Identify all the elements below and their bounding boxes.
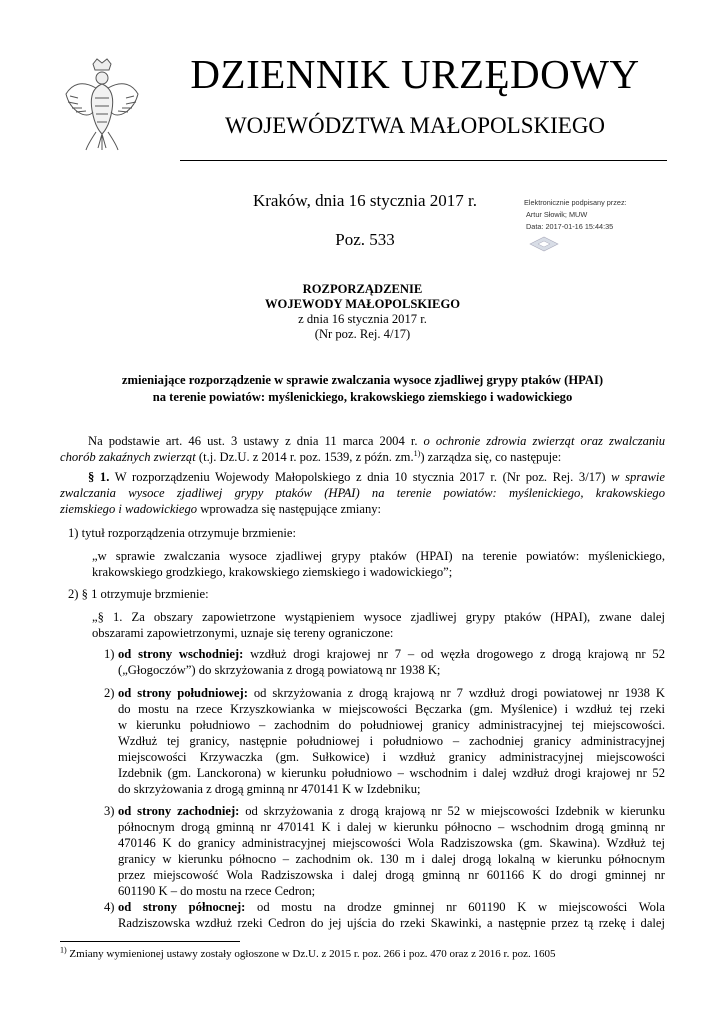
item-3-line-1: od strony zachodniej: od skrzyżowania z drogą krajową nr 52 w miejscowości Izdebnik w kierunku <box>118 804 665 818</box>
item-3-line-4: granicy w kierunku północno – zachodnim ok. 130 m i dalej drogą lokalną w kierunku północnym <box>118 852 665 866</box>
item-3-line-5: przez miejscowość Wola Radziszowska i dalej drogą gminną nr 601166 K do drogi gminnej nr <box>118 868 665 882</box>
signature-line-1: Elektronicznie podpisany przez: <box>524 198 627 207</box>
item-4-line-2: Radziszowska wzdłuż rzeki Cedron do jej ujścia do rzeki Skawinki, a następnie przez tą rzekę i dalej <box>118 916 665 930</box>
journal-subtitle: WOJEWÓDZTWA MAŁOPOLSKIEGO <box>224 113 606 138</box>
change-2: 2) § 1 otrzymuje brzmienie: <box>68 587 209 601</box>
footnote: $^{1)}$ Zmiany wymienionej ustawy zostały ogłoszone w Dz.U. z 2015 r. poz. 266 i poz. 470 oraz z 2016 r. poz. 1605 <box>60 945 556 960</box>
change-2-quote-line-2: obszarami zapowietrzonymi, uznaje się tereny ograniczone: <box>92 626 394 640</box>
item-2-line-2: do mostu na rzece Krzyszkowianka w miejscowości Bęczarka (gm. Myślenice) i wzdłuż tej rzeki <box>118 702 665 716</box>
act-date: z dnia 16 stycznia 2017 r. <box>298 312 427 326</box>
item-2-line-5: miejscowości Krzywaczka (gm. Sułkowice) i wzdłuż granicy administracyjnej miejscowości <box>118 750 665 764</box>
item-3-number: 3) <box>104 804 115 818</box>
act-register: (Nr poz. Rej. 4/17) <box>314 327 411 341</box>
item-1-line-2: („Głogoczów”) do skrzyżowania z drogą powiatową nr 1938 K; <box>118 663 441 677</box>
item-2-line-1: od strony południowej: od skrzyżowania z drogą krajową nr 7 wzdłuż drogi powiatowej nr 1938 K <box>118 686 665 700</box>
item-1-line-1: od strony wschodniej: wzdłuż drogi krajowej nr 7 – od węzła drogowego z drogą krajową nr 52 <box>118 647 665 661</box>
change-1: 1) tytuł rozporządzenia otrzymuje brzmienie: <box>68 526 296 540</box>
journal-title: DZIENNIK URZĘDOWY <box>190 51 640 97</box>
electronic-signature <box>526 197 627 233</box>
change-2-quote-line-1: „§ 1. Za obszary zapowietrzone wystąpieniem wysoce zjadliwej grypy ptaków (HPAI), zwane dalej <box>92 610 665 624</box>
item-2-line-3: w kierunku południowo – zachodnim do południowej granicy administracyjnej tej miejscowości. <box>118 718 665 732</box>
act-subject-line-2: na terenie powiatów: myślenickiego, krakowskiego ziemskiego i wadowickiego <box>152 390 573 404</box>
act-subject-line-1: zmieniające rozporządzenie w sprawie zwalczania wysoce zjadliwej grypy ptaków (HPAI) <box>121 373 604 387</box>
item-3-line-2: północnym drogą gminną nr 470141 K i dalej w kierunku północno – wschodnim drogą gminną nr <box>118 820 665 834</box>
signature-line-3: Data: 2017-01-16 15:44:35 <box>526 222 614 231</box>
act-authority: WOJEWODY MAŁOPOLSKIEGO <box>264 297 461 311</box>
item-2-line-7: do skrzyżowania z drogą gminną nr 470141 K w Izdebniku; <box>118 782 421 796</box>
signature-line-2: Artur Słowik; MUW <box>526 210 588 219</box>
item-4-number: 4) <box>104 900 115 914</box>
section-1-line-3: ziemskiego i wadowickiego wprowadza się następujące zmiany: <box>60 502 382 516</box>
item-3-line-3: 470146 K do granicy administracyjnej miejscowości Wola Radziszowska (gm. Skawina). Wzdłuż tej <box>118 836 665 850</box>
act-type: ROZPORZĄDZENIE <box>302 282 423 296</box>
legal-basis-line-2: chorób zakaźnych zwierząt (t.j. Dz.U. z 2014 r. poz. 1539, z późn. zm.$^{1)}$) zarządza się, co następuje: <box>60 448 562 464</box>
item-3-line-6: 601190 K – do mostu na rzece Cedron; <box>118 884 316 898</box>
item-2-line-6: Izdebnik (gm. Lanckorona) w kierunku południowo – wschodnim i dalej wzdłuż drogi krajowej nr 52 <box>118 766 665 780</box>
header-rule <box>180 160 667 161</box>
item-2-number: 2) <box>104 686 115 700</box>
item-1-number: 1) <box>104 647 115 661</box>
legal-basis-line-1: Na podstawie art. 46 ust. 3 ustawy z dnia 11 marca 2004 r. o ochronie zdrowia zwierząt oraz zwalczaniu <box>88 434 665 448</box>
footnote-rule <box>60 941 240 942</box>
eagle-emblem-icon <box>62 58 142 154</box>
change-1-quote-line-1: „w sprawie zwalczania wysoce zjadliwej grypy ptaków (HPAI) na terenie powiatów: myślenickiego, <box>92 549 665 563</box>
item-4-line-1: od strony północnej: od mostu na drodze gminnej nr 601190 K w miejscowości Wola <box>118 900 666 914</box>
section-1-line-1: § 1. W rozporządzeniu Wojewody Małopolskiego z dnia 10 stycznia 2017 r. (Nr poz. Rej. 3/17) w sprawie <box>88 470 666 484</box>
place-date: Kraków, dnia 16 stycznia 2017 r. <box>252 191 478 210</box>
item-2-line-4: Wzdłuż tej granicy, następnie południowej i południowo – zachodniej granicy administracyjnej <box>118 734 665 748</box>
section-1-line-2: zwalczania wysoce zjadliwej grypy ptaków (HPAI) na terenie powiatów: myślenickiego, krakowskiego <box>60 486 665 500</box>
signature-stamp-icon <box>528 236 560 252</box>
change-1-quote-line-2: krakowskiego grodzkiego, krakowskiego ziemskiego i wadowickiego”; <box>92 565 453 579</box>
position-number: Poz. 533 <box>335 230 395 249</box>
